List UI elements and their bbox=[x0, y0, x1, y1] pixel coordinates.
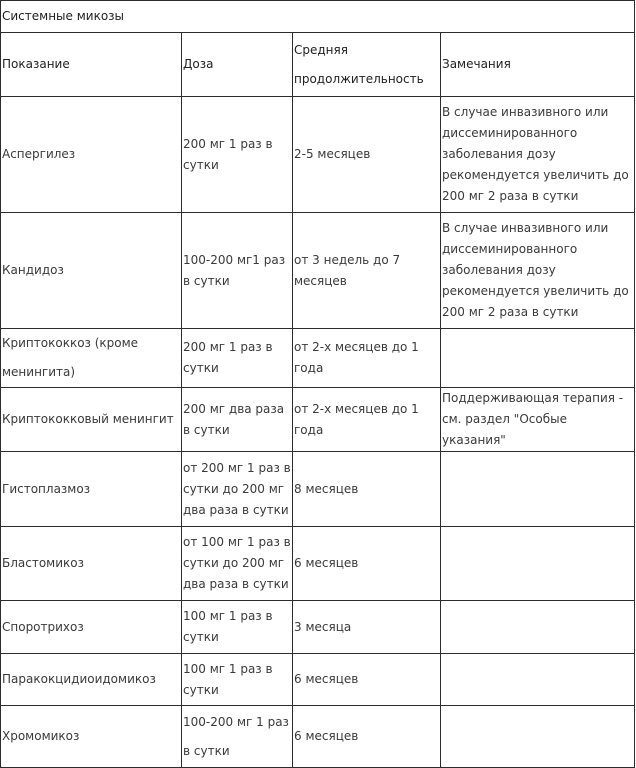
cell-remarks: В случае инвазивного или диссеминированного заболевания дозу рекомендуется увеличить до 200 мг 2 раза в сутки bbox=[441, 213, 635, 329]
cell-duration: от 2-х месяцев до 1 года bbox=[293, 388, 441, 452]
cell-indication: Кандидоз bbox=[1, 213, 182, 329]
cell-dose: 100 мг 1 раз в сутки bbox=[182, 601, 293, 654]
cell-duration: 6 месяцев bbox=[293, 654, 441, 706]
cell-duration: 8 месяцев bbox=[293, 452, 441, 527]
header-indication: Показание bbox=[1, 33, 182, 97]
table-row bbox=[1, 213, 635, 329]
cell-duration: 6 месяцев bbox=[293, 527, 441, 601]
header-dose: Доза bbox=[182, 33, 293, 97]
cell-remarks bbox=[441, 452, 635, 527]
cell-remarks bbox=[441, 706, 635, 768]
cell-remarks bbox=[441, 527, 635, 601]
cell-indication: Споротрихоз bbox=[1, 601, 182, 654]
table-row bbox=[1, 654, 635, 706]
cell-dose: 200 мг 1 раз в сутки bbox=[182, 97, 293, 213]
table-row bbox=[1, 601, 635, 654]
cell-indication: Криптококкоз (кроме менингита) bbox=[1, 329, 182, 388]
cell-duration: 3 месяца bbox=[293, 601, 441, 654]
table-row bbox=[1, 527, 635, 601]
caption-row bbox=[1, 1, 635, 33]
cell-duration: от 3 недель до 7 месяцев bbox=[293, 213, 441, 329]
table-row bbox=[1, 388, 635, 452]
cell-dose: 200 мг 1 раз в сутки bbox=[182, 329, 293, 388]
cell-remarks bbox=[441, 654, 635, 706]
header-row bbox=[1, 33, 635, 97]
cell-dose: от 100 мг 1 раз в сутки до 200 мг два раза в сутки bbox=[182, 527, 293, 601]
cell-indication: Бластомикоз bbox=[1, 527, 182, 601]
cell-remarks: В случае инвазивного или диссеминированного заболевания дозу рекомендуется увеличить до 200 мг 2 раза в сутки bbox=[441, 97, 635, 213]
table-row bbox=[1, 706, 635, 768]
table-row bbox=[1, 452, 635, 527]
cell-duration: от 2-х месяцев до 1 года bbox=[293, 329, 441, 388]
cell-indication: Криптококковый менингит bbox=[1, 388, 182, 452]
cell-indication: Гистоплазмоз bbox=[1, 452, 182, 527]
cell-dose: 100-200 мг 1 раз в сутки bbox=[182, 706, 293, 768]
cell-dose: 100 мг 1 раз в сутки bbox=[182, 654, 293, 706]
header-remarks: Замечания bbox=[441, 33, 635, 97]
table-row bbox=[1, 329, 635, 388]
cell-remarks: Поддерживающая терапия - см. раздел "Особые указания" bbox=[441, 388, 635, 452]
cell-dose: 200 мг два раза в сутки bbox=[182, 388, 293, 452]
header-duration: Средняя продолжительность bbox=[293, 33, 441, 97]
cell-indication: Аспергилез bbox=[1, 97, 182, 213]
cell-dose: от 200 мг 1 раз в сутки до 200 мг два раза в сутки bbox=[182, 452, 293, 527]
cell-duration: 2-5 месяцев bbox=[293, 97, 441, 213]
cell-remarks bbox=[441, 601, 635, 654]
cell-dose: 100-200 мг1 раз в сутки bbox=[182, 213, 293, 329]
cell-duration: 6 месяцев bbox=[293, 706, 441, 768]
table-caption: Системные микозы bbox=[1, 1, 635, 33]
table-row bbox=[1, 97, 635, 213]
cell-remarks bbox=[441, 329, 635, 388]
cell-indication: Паракокцидиоидомикоз bbox=[1, 654, 182, 706]
cell-indication: Хромомикоз bbox=[1, 706, 182, 768]
